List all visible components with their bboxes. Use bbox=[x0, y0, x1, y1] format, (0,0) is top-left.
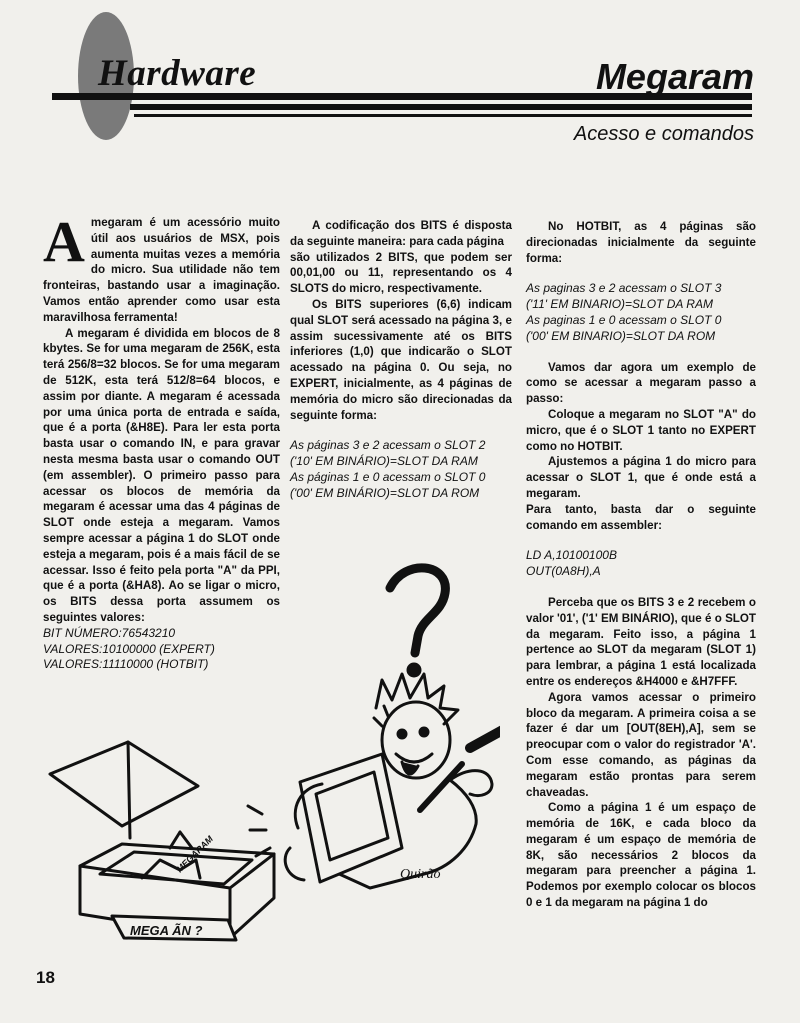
code-line: VALORES:11110000 (HOTBIT) bbox=[43, 657, 209, 672]
column-3 bbox=[526, 219, 756, 911]
box-label: MEGA ÃN ? bbox=[130, 923, 203, 938]
paragraph: Perceba que os BITS 3 e 2 recebem o valor '01', ('1' EM BINÁRIO), que é o SLOT da megaram. Feito isso, a página 1 pertence ao SLOT da megaram (SLOT 1) para lembrar, a página 1 está localizada entre os endereços &H4000 e &H7FFF. bbox=[526, 595, 756, 688]
intro-text: megaram é um acessório muito útil aos usuários de MSX, pois aumenta muitas vezes a memória do micro. Sua utilidade não tem fronteiras, bastando usar a imaginação. Vamos então aprender como usar esta maravilhosa ferramenta! bbox=[43, 216, 280, 324]
code-block bbox=[526, 281, 756, 344]
code-line: LD A,10100100B bbox=[526, 548, 617, 563]
paragraph: Ajustemos a página 1 do micro para acessar o SLOT 1, que é onde está a megaram. bbox=[526, 455, 756, 500]
code-line: VALORES:10100000 (EXPERT) bbox=[43, 641, 215, 656]
paragraph: A codificação dos BITS é disposta da seguinte maneira: para cada página bbox=[290, 219, 512, 248]
code-line: ('00' EM BINARIO)=SLOT DA ROM bbox=[526, 328, 716, 343]
column-2 bbox=[290, 218, 512, 502]
paragraph: A megaram é dividida em blocos de 8 kbytes. Se for uma megaram de 256K, esta terá 256/8=32 blocos. Se for uma megaram de 512K, esta terá 512/8=64 blocos, e assim por diante. A megaram é acessada por uma única porta de entrada e saída, que é a porta (&H8E). Para ler esta porta basta usar o comando IN, e para gravar nesta mesma basta usar o comando OUT (em assembler). O primeiro passo para acessar os blocos de memória da megaram é acessar uma das 4 páginas de SLOT onde esteja a megaram. Vamos sempre acessar a página 1 do SLOT onde esteja a megaram, pois é a mais fácil de se acessar. Isso é feito pela porta "A" da PPI, que é a porta (&HA8). Ao se ligar o micro, os BITS dessa porta assumem os seguintes valores: bbox=[43, 326, 280, 624]
paragraph: Os BITS superiores (6,6) indicam qual SLOT será acessado na página 3, e assim sucessivamente até os BITS inferiores (1,0) que indicarão o SLOT acessado na página 0. Ou seja, no EXPERT, inicialmente, as 4 páginas de memória do micro são direcionadas da seguinte forma: bbox=[290, 297, 512, 422]
code-line: OUT(0A8H),A bbox=[526, 564, 601, 579]
code-line: As paginas 1 e 0 acessam o SLOT 0 bbox=[526, 312, 722, 327]
code-block bbox=[290, 438, 512, 501]
paragraph: Como a página 1 é um espaço de memória de 16K, e cada bloco da megaram é um espaço de memória de 8K, são necessários 2 blocos da megaram para preencher a página 1. Podemos por exemplo colocar os blocos 0 e 1 da megaram na página 1 do bbox=[526, 801, 756, 910]
paragraph: Agora vamos acessar o primeiro bloco da megaram. A primeira coisa a se fazer é dar um [OUT(8EH),A], sem se preocupar com o valor do registrador 'A'. Com esse comando, as páginas da megaram estão prontas para serem chaveadas. bbox=[526, 690, 756, 799]
header-rule-2 bbox=[130, 104, 752, 110]
paragraph: No HOTBIT, as 4 páginas são direcionadas inicialmente da seguinte forma: bbox=[526, 220, 756, 265]
code-line: As páginas 3 e 2 acessam o SLOT 2 bbox=[290, 438, 486, 453]
paragraph: são utilizados 2 BITS, que podem ser 00,01,00 ou 11, representando os 4 SLOTS do micro, respectivamente. bbox=[290, 250, 512, 296]
code-line: ('00' EM BINÁRIO)=SLOT DA ROM bbox=[290, 485, 480, 500]
code-line: ('11' EM BINARIO)=SLOT DA RAM bbox=[526, 297, 713, 312]
paragraph: Coloque a megaram no SLOT "A" do micro, que é o SLOT 1 tanto no EXPERT como no HOTBIT. bbox=[526, 407, 756, 453]
box-side-label: MEGARAM bbox=[174, 833, 216, 875]
article-subtitle: Acesso e comandos bbox=[573, 123, 754, 145]
header-rule-3 bbox=[134, 114, 752, 117]
paragraph: Para tanto, basta dar o seguinte comando em assembler: bbox=[526, 502, 756, 532]
code-line: As páginas 1 e 0 acessam o SLOT 0 bbox=[290, 469, 486, 484]
code-line: BIT NÚMERO:76543210 bbox=[43, 625, 176, 640]
code-line: ('10' EM BINÁRIO)=SLOT DA RAM bbox=[290, 454, 478, 469]
cartoon-illustration bbox=[30, 548, 500, 968]
artist-signature: Quirão bbox=[400, 867, 441, 882]
section-label: Hardware bbox=[98, 53, 257, 94]
code-line: As paginas 3 e 2 acessam o SLOT 3 bbox=[526, 281, 722, 296]
paragraph: Vamos dar agora um exemplo de como se acessar a megaram passo a passo: bbox=[526, 360, 756, 406]
paragraph-intro bbox=[43, 209, 280, 326]
article-title: Megaram bbox=[595, 56, 754, 97]
drop-cap: A bbox=[43, 209, 85, 274]
code-block bbox=[526, 548, 756, 580]
page-number: 18 bbox=[36, 968, 55, 987]
